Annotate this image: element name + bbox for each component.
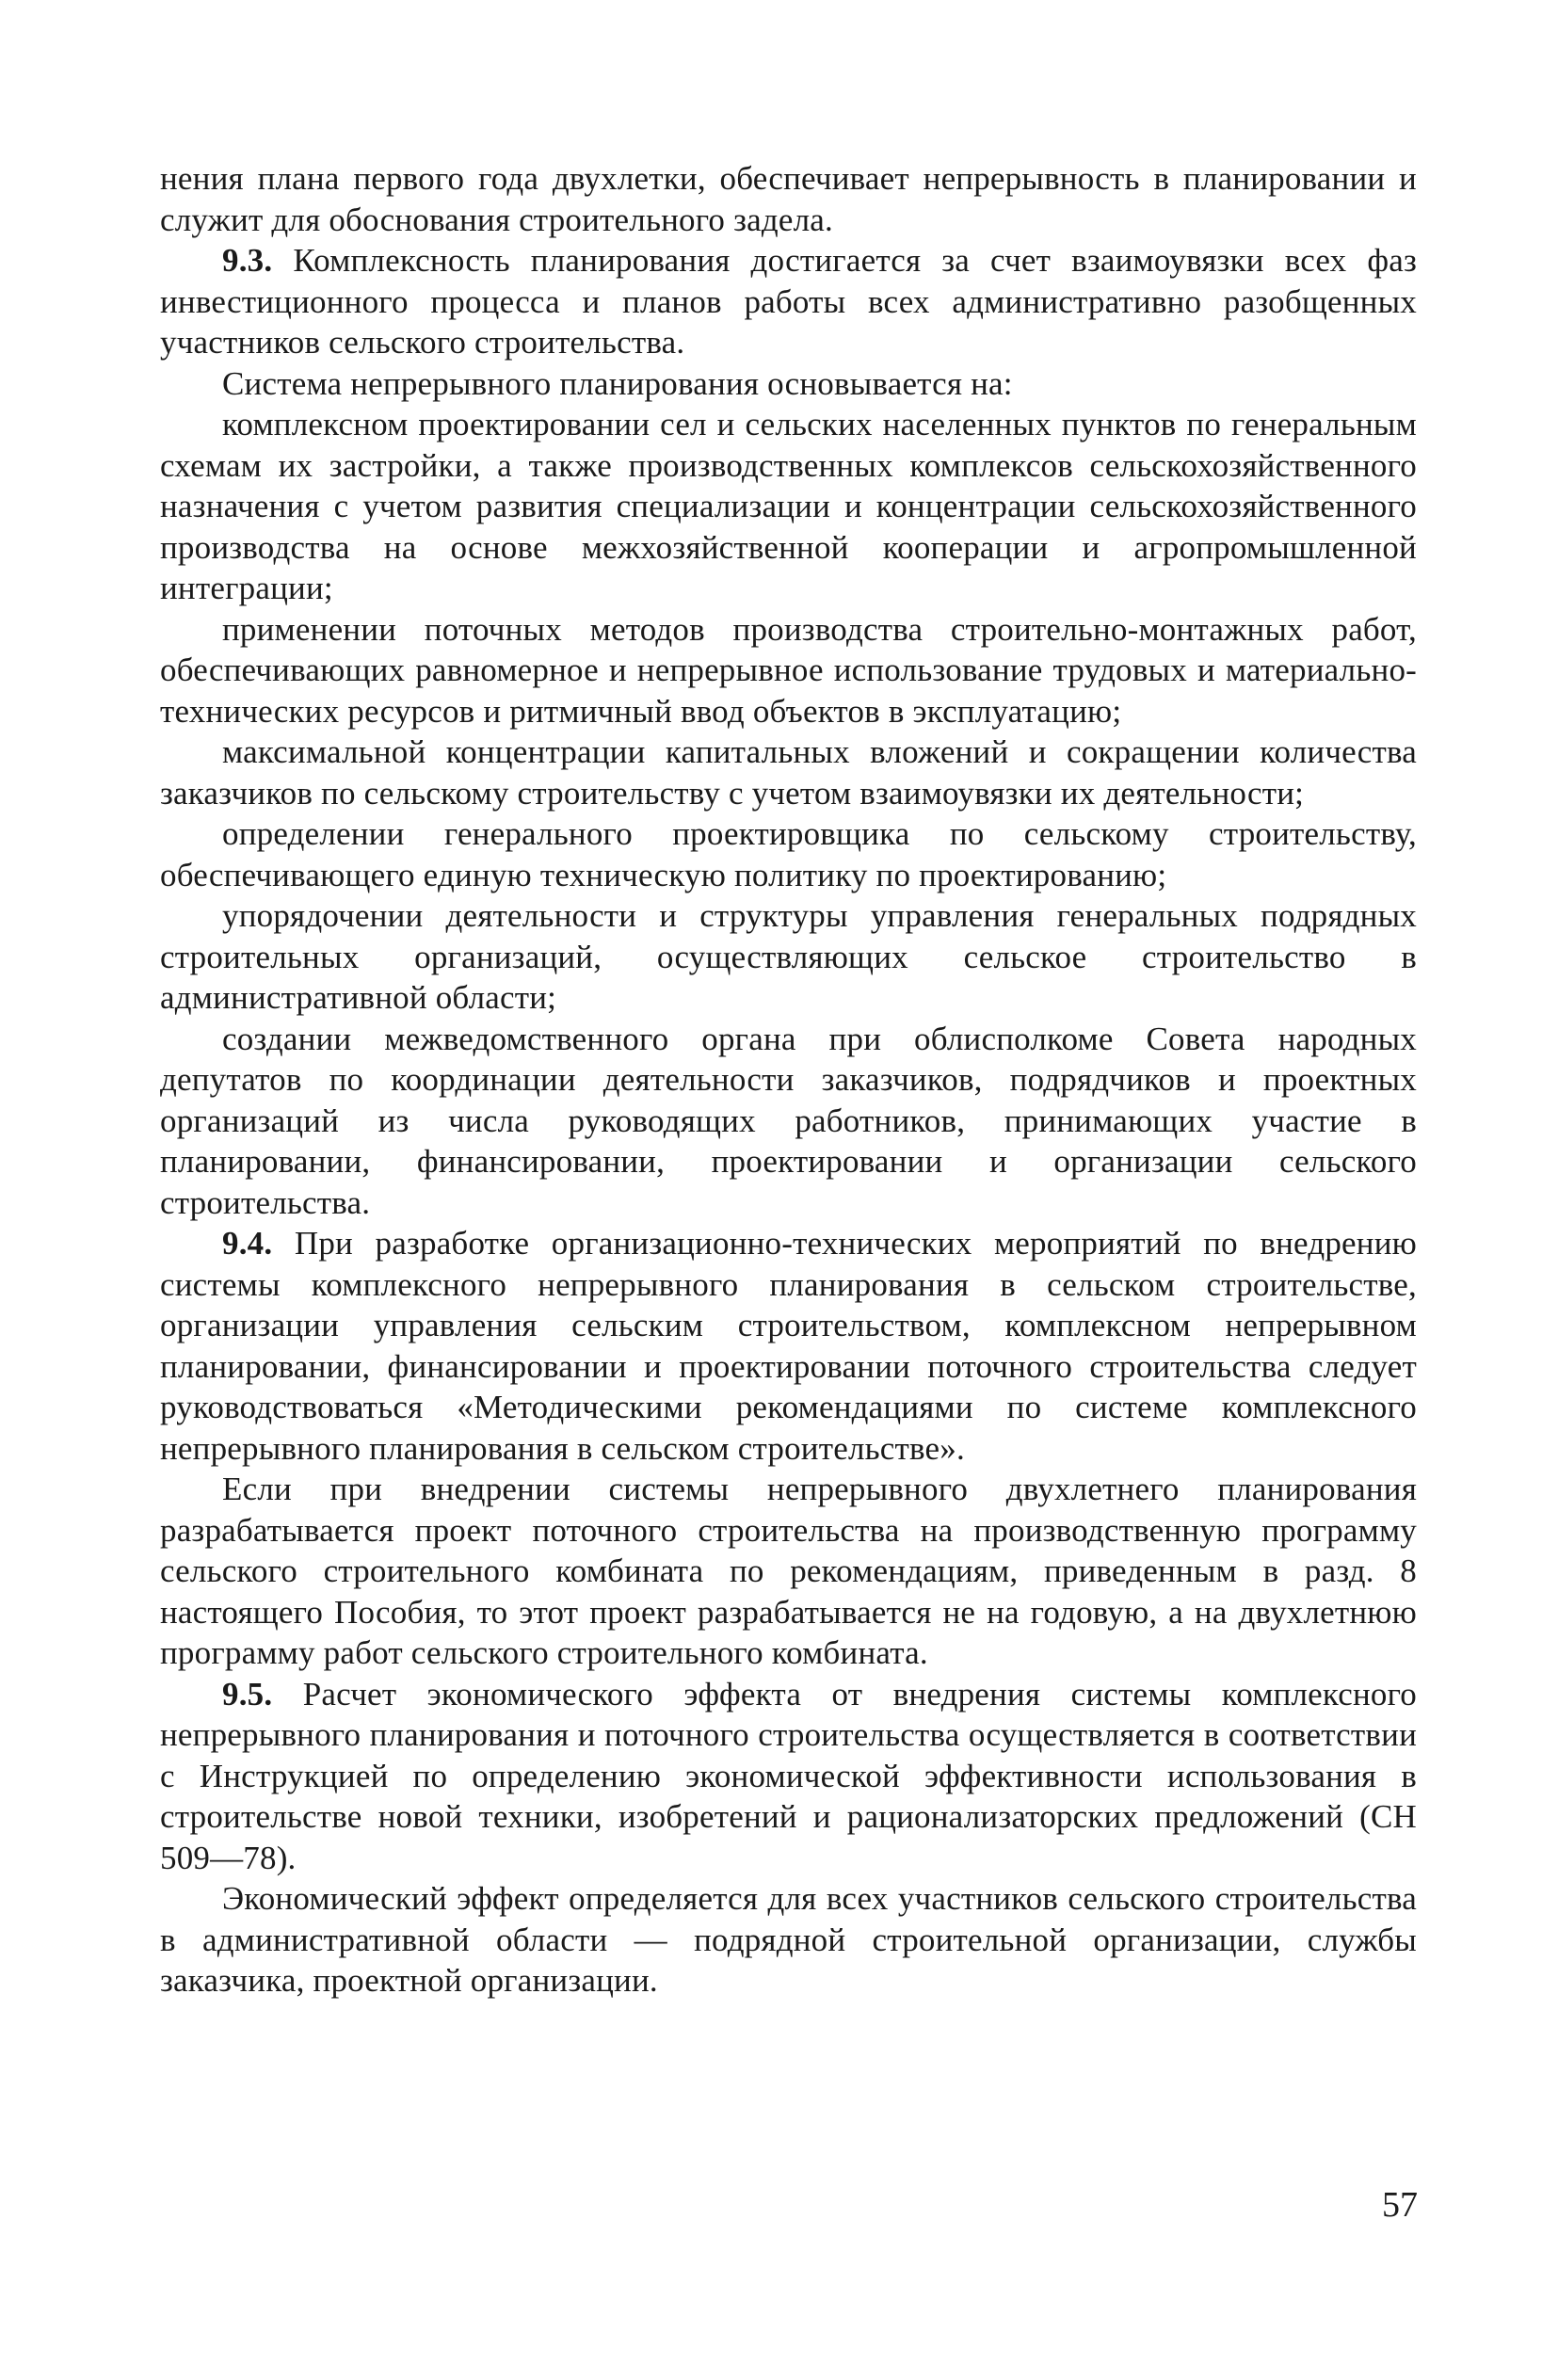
paragraph-two-year-planning: Если при внедрении системы непрерывного двухлетнего планирования разрабатывается проект поточного строительства на производственную программу сельского строительного комбината по рекомендациям, приведенным в разд. 8 настоящего Пособия, то этот проект разрабатывается не на годовую, а на двухлетнюю программу работ сельского строительного комбината. (160, 1471, 1417, 1671)
page-text (160, 158, 1417, 2002)
paragraph-9-3: 9.3. Комплексность планирования достигается за счет взаимоувязки всех фаз инвестиционного процесса и планов работы всех административно разобщенных участников сельского строительства. (160, 242, 1417, 361)
list-item: применении поточных методов производства строительно-монтажных работ, обеспечивающих равномерное и непрерывное использование трудовых и материально-технических ресурсов и ритмичный ввод объектов в эксплуатацию; (160, 610, 1417, 730)
list-item: определении генерального проектировщика по сельскому строительству, обеспечивающего единую техническую политику по проектированию; (160, 815, 1417, 893)
section-number: 9.4. (222, 1225, 273, 1262)
paragraph-continuation: нения плана первого года двухлетки, обеспечивает непрерывность в планировании и служит для обоснования строительного задела. (160, 160, 1417, 238)
page-number: 57 (1382, 2185, 1418, 2225)
list-item: упорядочении деятельности и структуры управления генеральных подрядных строительных организаций, осуществляющих сельское строительство в административной области; (160, 897, 1417, 1016)
section-number: 9.5. (222, 1675, 273, 1713)
section-number: 9.3. (222, 242, 273, 279)
paragraph-system-intro: Система непрерывного планирования основывается на: (222, 364, 1013, 402)
list-item: комплексном проектировании сел и сельских населенных пунктов по генеральным схемам их застройки, а также производственных комплексов сельскохозяйственного назначения с учетом развития специализации и концентрации сельскохозяйственного производства на основе межхозяйственной кооперации и агропромышленной интеграции; (160, 406, 1417, 606)
paragraph-economic-effect: Экономический эффект определяется для всех участников сельского строительства в административной области — подрядной строительной организации, службы заказчика, проектной организации. (160, 1880, 1417, 1999)
list-item: максимальной концентрации капитальных вложений и сокращении количества заказчиков по сельскому строительству с учетом взаимоувязки их деятельности; (160, 733, 1417, 812)
paragraph-9-5: 9.5. Расчет экономического эффекта от внедрения системы комплексного непрерывного планирования и поточного строительства осуществляется в соответствии с Инструкцией по определению экономической эффективности использования в строительстве новой техники, изобретений и рационализаторских предложений (СН 509—78). (160, 1675, 1417, 1876)
paragraph-9-4: 9.4. При разработке организационно-технических мероприятий по внедрению системы комплексного непрерывного планирования в сельском строительстве, организации управления сельским строительством, комплексном непрерывном планировании, финансировании и проектировании поточного строительства следует руководствоваться «Методическими рекомендациями по системе комплексного непрерывного планирования в сельском строительстве». (160, 1225, 1417, 1467)
list-item: создании межведомственного органа при облисполкоме Совета народных депутатов по координации деятельности заказчиков, подрядчиков и проектных организаций из числа руководящих работников, принимающих участие в планировании, финансировании, проектировании и организации сельского строительства. (160, 1020, 1417, 1221)
